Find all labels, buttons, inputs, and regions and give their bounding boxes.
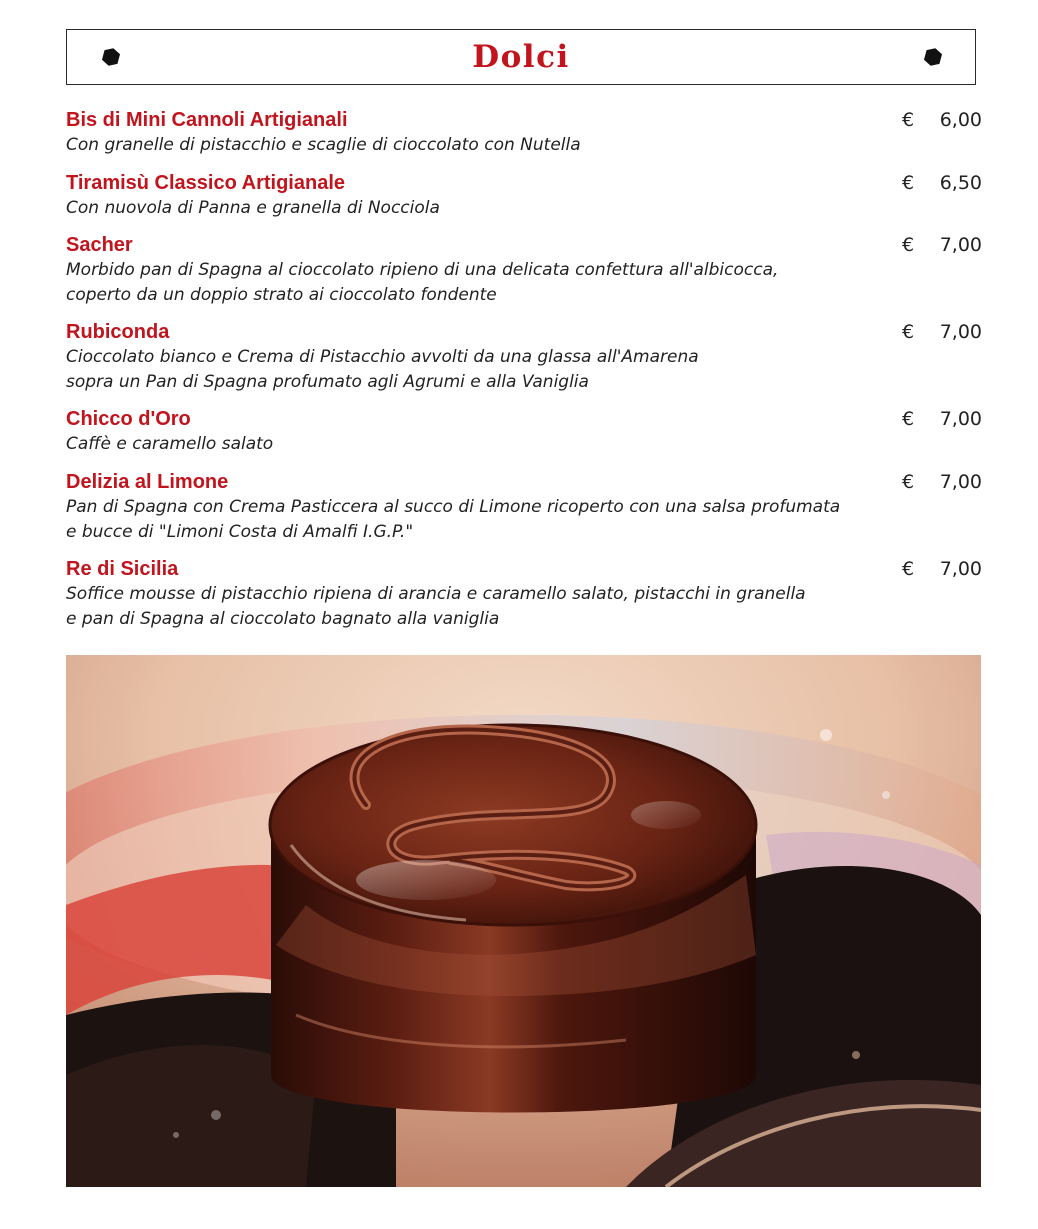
item-description (66, 582, 886, 632)
menu-item (66, 556, 982, 632)
section-header (66, 29, 976, 85)
item-description (66, 432, 886, 457)
hexagon-ornament-icon (923, 47, 943, 67)
item-name: Sacher (66, 234, 133, 256)
price-amount: 7,00 (939, 321, 982, 343)
item-description-line: Pan di Spagna con Crema Pasticcera al succo di Limone ricoperto con una salsa profumata (66, 497, 841, 517)
item-description-line: Cioccolato bianco e Crema di Pistacchio avvolti da una glassa all'Amarena (66, 347, 699, 367)
currency-symbol: € (902, 471, 915, 493)
menu-item (66, 232, 982, 308)
item-description-line: Caffè e caramello salato (66, 434, 274, 454)
item-name: Delizia al Limone (66, 471, 229, 493)
item-name: Tiramisù Classico Artigianale (66, 172, 345, 194)
price-amount: 7,00 (939, 234, 982, 256)
item-name: Re di Sicilia (66, 558, 179, 580)
price-amount: 6,00 (939, 109, 982, 131)
item-description-line: Con nuovola di Panna e granella di Nocciola (66, 198, 440, 218)
currency-symbol: € (902, 109, 915, 131)
currency-symbol: € (902, 408, 915, 430)
menu-item (66, 469, 982, 545)
section-title: Dolci (472, 39, 570, 75)
item-description-line: Con granelle di pistacchio e scaglie di cioccolato con Nutella (66, 135, 581, 155)
item-name: Bis di Mini Cannoli Artigianali (66, 109, 348, 131)
currency-symbol: € (902, 321, 915, 343)
currency-symbol: € (902, 172, 915, 194)
item-name: Rubiconda (66, 321, 170, 343)
chocolate-cake-photo (66, 655, 981, 1187)
item-description-line: Morbido pan di Spagna al cioccolato ripieno di una delicata confettura all'albicocca, (66, 260, 779, 280)
item-description-line: sopra un Pan di Spagna profumato agli Agrumi e alla Vaniglia (66, 372, 589, 392)
price-amount: 7,00 (939, 558, 982, 580)
menu-item (66, 170, 982, 221)
currency-symbol: € (902, 234, 915, 256)
price-amount: 6,50 (939, 172, 982, 194)
price-amount: 7,00 (939, 471, 982, 493)
currency-symbol: € (902, 558, 915, 580)
item-description-line: e pan di Spagna al cioccolato bagnato alla vaniglia (66, 609, 500, 629)
item-description (66, 345, 886, 395)
menu-item (66, 107, 982, 158)
item-description-line: Soffice mousse di pistacchio ripiena di arancia e caramello salato, pistacchi in granella (66, 584, 806, 604)
item-description (66, 196, 886, 221)
menu-item (66, 319, 982, 395)
item-description (66, 495, 886, 545)
item-description-line: coperto da un doppio strato ai cioccolato fondente (66, 285, 497, 305)
price-amount: 7,00 (939, 408, 982, 430)
item-description-line: e bucce di "Limoni Costa di Amalfi I.G.P." (66, 522, 414, 542)
item-description (66, 258, 886, 308)
menu-item (66, 406, 982, 457)
item-description (66, 133, 886, 158)
item-name: Chicco d'Oro (66, 408, 191, 430)
